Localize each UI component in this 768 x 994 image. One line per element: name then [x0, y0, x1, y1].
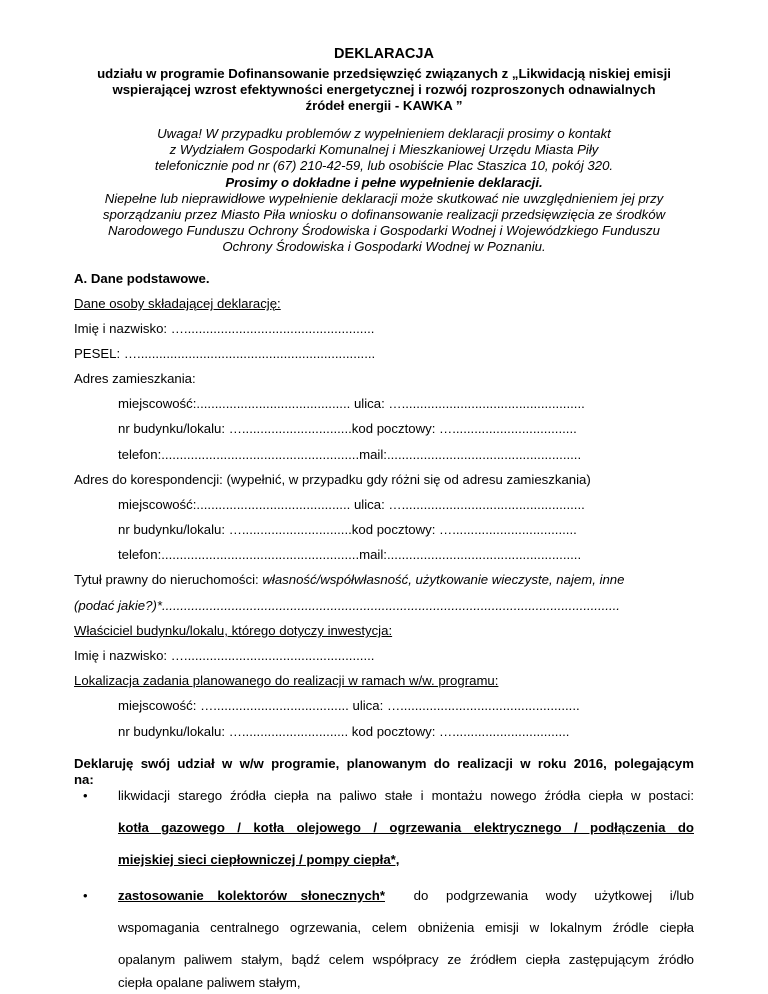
legal-title-options[interactable]: własność/współwłasność, użytkowanie wieczyste, najem, inne: [262, 572, 625, 587]
address-city-street-field[interactable]: miejscowość:.......................................... ulica: …..................................................: [118, 396, 585, 411]
item2-line: ciepła opalane paliwem stałym,: [118, 975, 301, 990]
owner-name-field[interactable]: Imię i nazwisko: …....................................................: [74, 648, 375, 663]
item1-options-line[interactable]: miejskiej sieci ciepłowniczej / pompy ciepła*,: [118, 852, 400, 867]
warning-line: Ochrony Środowiska i Gospodarki Wodnej w Poznaniu.: [222, 239, 546, 255]
address-phone-mail-field[interactable]: telefon:......................................................mail:.....................................................: [118, 447, 582, 462]
note-line: z Wydziałem Gospodarki Komunalnej i Mieszkaniowej Urzędu Miasta Piły: [169, 142, 599, 158]
subtitle-line: wspierającej wzrost efektywności energetycznej i rozwój rozproszonych odnawialnych: [112, 82, 656, 97]
declaration-intro-line: na:: [74, 772, 94, 787]
bullet-icon: •: [83, 788, 88, 803]
warning-line: sporządzaniu przez Miasto Piła wniosku o dofinansowanie realizacji przedsięwzięcia ze środków: [102, 207, 666, 223]
item2-rest: do podgrzewania wody użytkowej i/lub: [413, 888, 694, 903]
subtitle-line: udziału w programie Dofinansowanie przedsięwzięć związanych z „Likwidacją niskiej emisji: [97, 66, 671, 81]
item2-first-line: [118, 888, 694, 903]
applicant-name-field[interactable]: Imię i nazwisko: …....................................................: [74, 321, 375, 336]
location-building-postal-field[interactable]: nr budynku/lokalu: …............................. kod pocztowy: …................................: [118, 724, 570, 739]
item2-bold[interactable]: zastosowanie kolektorów słonecznych*: [118, 888, 385, 903]
subtitle-line: źródeł energii - KAWKA ”: [305, 98, 463, 113]
legal-title-row: [74, 572, 624, 587]
legal-title-label: Tytuł prawny do nieruchomości:: [74, 572, 263, 587]
warning-line: Niepełne lub nieprawidłowe wypełnienie deklaracji może skutkować nie uwzględnieniem jej przy: [104, 190, 664, 206]
pesel-field[interactable]: PESEL: ….................................................................: [74, 346, 376, 361]
document-title: DEKLARACJA: [334, 46, 434, 62]
note-line: telefonicznie pod nr (67) 210-42-59, lub osobiście Plac Staszica 10, pokój 320.: [154, 158, 614, 174]
address-building-postal-field[interactable]: nr budynku/lokalu: …..............................kod pocztowy: …..................................: [118, 421, 577, 436]
item1-text: likwidacji starego źródła ciepła na paliwo stałe i montażu nowego źródła ciepła w postaci:: [118, 788, 694, 803]
location-heading: Lokalizacja zadania planowanego do realizacji w ramach w/w. programu:: [74, 673, 499, 688]
correspondence-label: Adres do korespondencji: (wypełnić, w przypadku gdy różni się od adresu zamieszkania): [74, 472, 591, 487]
note-line: Uwaga! W przypadku problemów z wypełnieniem deklaracji prosimy o kontakt: [157, 126, 611, 141]
location-city-street-field[interactable]: miejscowość: …..................................... ulica: ….................................................: [118, 698, 580, 713]
bullet-icon: •: [83, 888, 88, 903]
correspondence-phone-mail-field[interactable]: telefon:......................................................mail:.....................................................: [118, 547, 582, 562]
note-bold-line: Prosimy o dokładne i pełne wypełnienie deklaracji.: [225, 174, 543, 190]
document-subtitle: [60, 66, 708, 114]
address-label: Adres zamieszkania:: [74, 371, 196, 386]
section-a-heading: A. Dane podstawowe.: [74, 271, 210, 286]
declaration-intro-line: Deklaruję swój udział w w/w programie, planowanym do realizacji w roku 2016, polegającym: [74, 756, 694, 771]
correspondence-city-street-field[interactable]: miejscowość:.......................................... ulica: …..................................................: [118, 497, 585, 512]
contact-note: [40, 126, 728, 256]
legal-title-other-field[interactable]: (podać jakie?)*.............................................................................................................................: [74, 598, 620, 613]
applicant-heading: Dane osoby składającej deklarację:: [74, 296, 281, 311]
warning-line: Narodowego Funduszu Ochrony Środowiska i Gospodarki Wodnej i Wojewódzkiego Funduszu: [108, 223, 660, 239]
item1-options-line[interactable]: kotła gazowego / kotła olejowego / ogrzewania elektrycznego / podłączenia do: [118, 820, 694, 835]
owner-heading: Właściciel budynku/lokalu, którego dotyczy inwestycja:: [74, 623, 393, 638]
item2-line: wspomagania centralnego ogrzewania, celem obniżenia emisji w lokalnym źródle ciepła: [118, 920, 694, 935]
correspondence-building-postal-field[interactable]: nr budynku/lokalu: …..............................kod pocztowy: …..................................: [118, 522, 577, 537]
item2-line: opalanym paliwem stałym, bądź celem współpracy ze źródłem ciepła zastępującym źródło: [118, 952, 694, 967]
